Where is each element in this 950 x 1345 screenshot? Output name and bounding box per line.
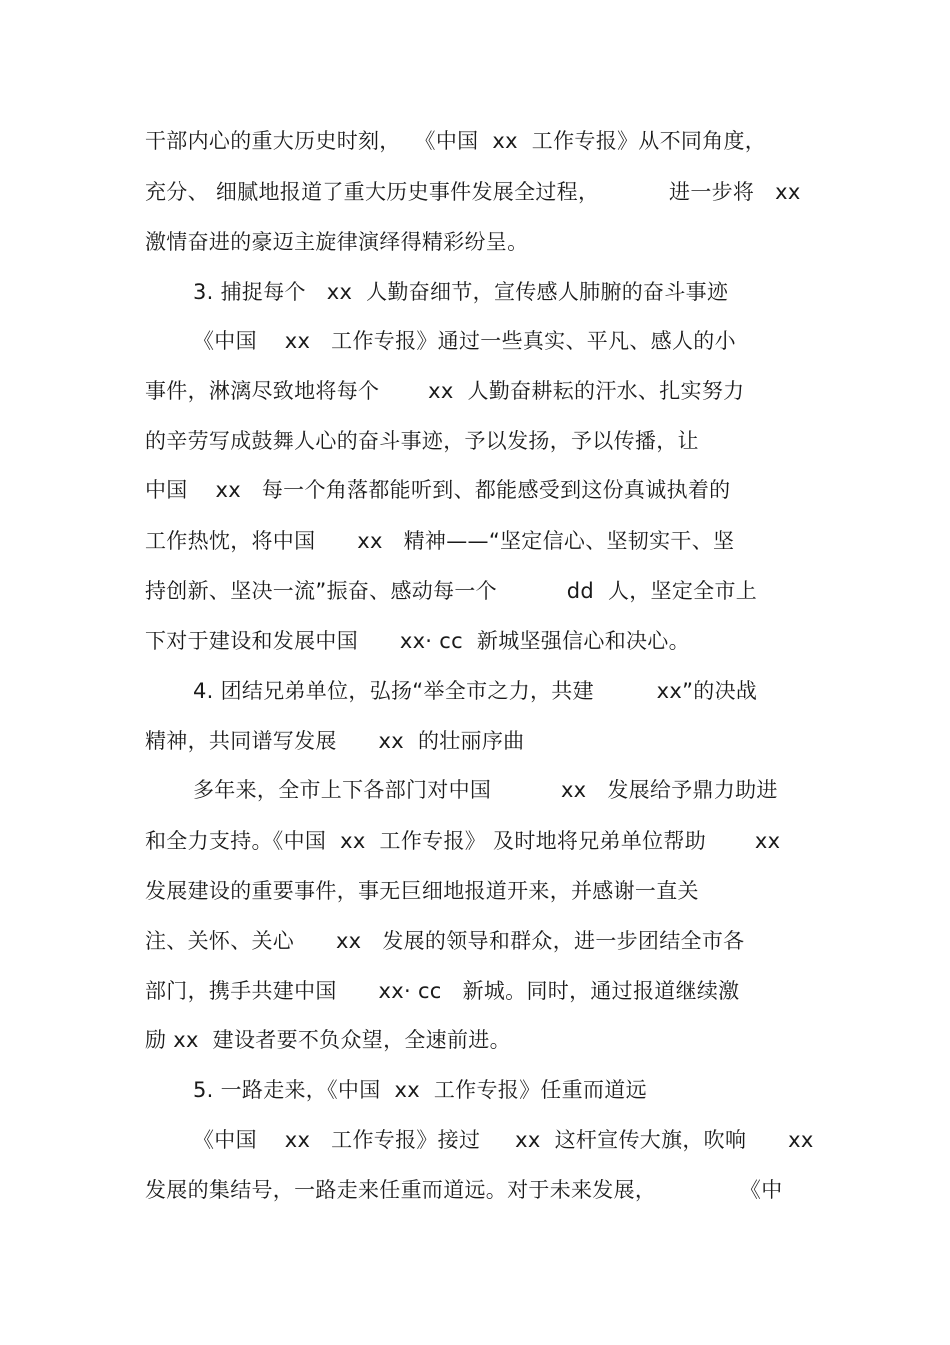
paragraph-line: 激情奋进的豪迈主旋律演绎得精彩纷呈。 <box>145 230 529 254</box>
section-heading: 4. 团结兄弟单位，弘扬“举全市之力，共建 xx”的决战 <box>193 679 758 703</box>
paragraph-line: 中国 xx 每一个角落都能听到、都能感受到这份真诚执着的 <box>145 478 731 502</box>
paragraph-line: 和全力支持。《中国 xx 工作专报》 及时地将兄弟单位帮助 xx <box>145 829 781 853</box>
paragraph-line: 发展的集结号，一路走来任重而道远。对于未来发展， 《中 <box>145 1178 783 1202</box>
paragraph-line: 下对于建设和发展中国 xx· cc 新城坚强信心和决心。 <box>145 629 690 653</box>
paragraph-line: 多年来，全市上下各部门对中国 xx 发展给予鼎力助进 <box>193 778 778 802</box>
paragraph-line: 注、关怀、关心 xx 发展的领导和群众，进一步团结全市各 <box>145 929 745 953</box>
paragraph-line: 持创新、坚决一流”振奋、感动每一个 dd 人，坚定全市上 <box>145 579 758 603</box>
paragraph-line: 干部内心的重大历史时刻， 《中国 xx 工作专报》从不同角度， <box>145 129 767 153</box>
section-heading: 5. 一路走来，《中国 xx 工作专报》任重而道远 <box>193 1078 647 1102</box>
paragraph-line: 《中国 xx 工作专报》接过 xx 这杆宣传大旗，吹响 xx <box>193 1128 814 1152</box>
section-heading-continuation: 精神，共同谱写发展 xx 的壮丽序曲 <box>145 729 525 753</box>
paragraph-line: 充分、 细腻地报道了重大历史事件发展全过程， 进一步将 xx <box>145 180 801 204</box>
paragraph-line: 事件，淋漓尽致地将每个 xx 人勤奋耕耘的汗水、扎实努力 <box>145 379 745 403</box>
paragraph-line: 发展建设的重要事件，事无巨细地报道开来，并感谢一直关 <box>145 879 699 903</box>
section-heading: 3. 捕捉每个 xx 人勤奋细节，宣传感人肺腑的奋斗事迹 <box>193 280 729 304</box>
paragraph-line: 励 xx 建设者要不负众望，全速前进。 <box>145 1028 511 1052</box>
paragraph-line: 部门，携手共建中国 xx· cc 新城。同时，通过报道继续激 <box>145 979 740 1003</box>
paragraph-line: 《中国 xx 工作专报》通过一些真实、平凡、感人的小 <box>193 329 736 353</box>
paragraph-line: 的辛劳写成鼓舞人心的奋斗事迹，予以发扬，予以传播，让 <box>145 429 699 453</box>
paragraph-line: 工作热忱，将中国 xx 精神——“坚定信心、坚韧实干、坚 <box>145 529 735 553</box>
